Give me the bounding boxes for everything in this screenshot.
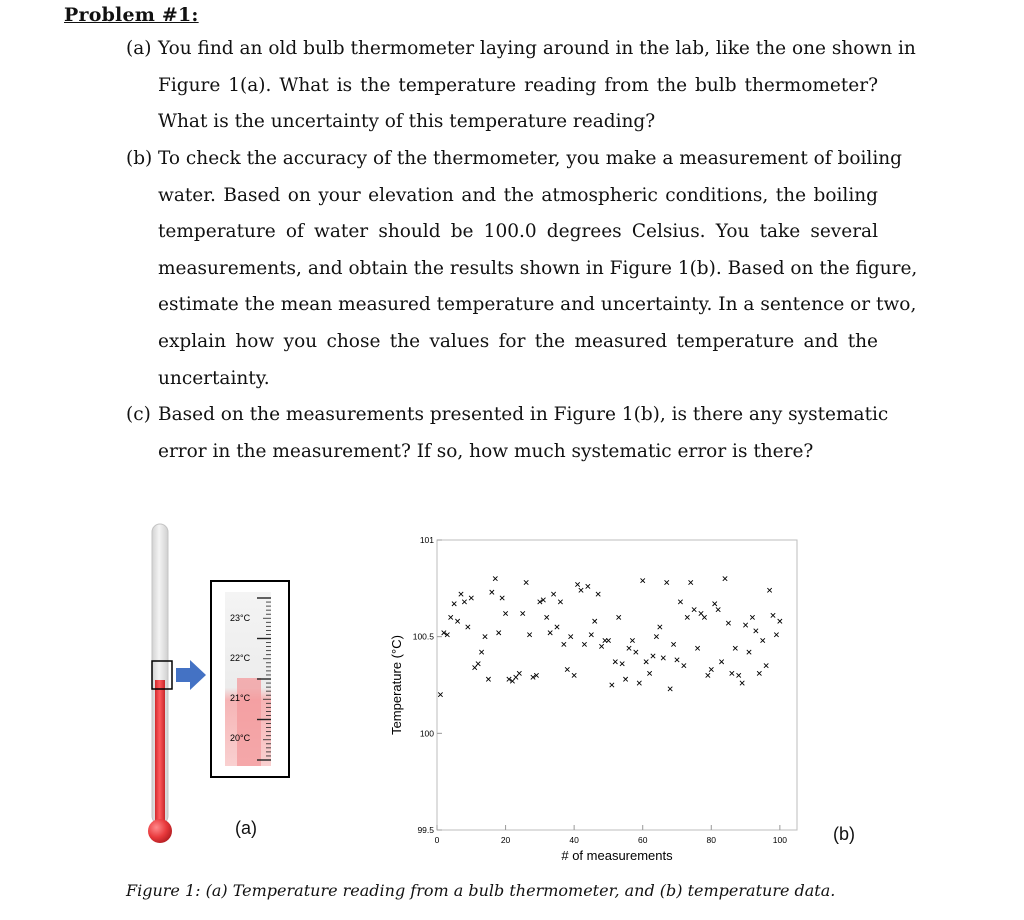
text-line: explain how you chose the values for the measured temperature and the <box>158 330 878 352</box>
data-point <box>747 650 751 654</box>
data-point <box>479 650 483 654</box>
data-point <box>689 580 693 584</box>
data-point <box>754 629 758 633</box>
data-point <box>555 625 559 629</box>
data-point <box>490 590 494 594</box>
temperature-scatter-chart <box>385 520 815 860</box>
data-point <box>771 613 775 617</box>
data-point <box>671 642 675 646</box>
data-point <box>692 607 696 611</box>
data-point <box>593 619 597 623</box>
scale-label-22: 22°C <box>230 653 251 663</box>
data-point <box>558 600 562 604</box>
zoom-liquid <box>237 678 261 766</box>
part-text <box>158 31 916 141</box>
text-line: temperature of water should be 100.0 degrees Celsius. You take several <box>158 221 878 243</box>
problem-title: Problem #1: <box>64 4 199 26</box>
thermometer-liquid <box>155 680 165 828</box>
data-point <box>586 584 590 588</box>
data-point <box>617 615 621 619</box>
data-point <box>579 588 583 592</box>
data-point <box>767 588 771 592</box>
data-point <box>476 662 480 666</box>
y-axis-label: Temperature (°C) <box>389 635 404 735</box>
data-point <box>486 677 490 681</box>
data-point <box>500 596 504 600</box>
data-point <box>620 662 624 666</box>
part-label: (c) <box>126 404 151 425</box>
data-point <box>743 623 747 627</box>
data-point <box>685 615 689 619</box>
data-point <box>740 681 744 685</box>
data-point <box>730 671 734 675</box>
data-point <box>658 625 662 629</box>
text-line: You find an old bulb thermometer laying around in the lab, like the one shown in <box>158 38 916 59</box>
y-tick-label: 101 <box>419 535 434 545</box>
data-point <box>582 642 586 646</box>
data-point <box>589 633 593 637</box>
data-point <box>695 646 699 650</box>
data-point <box>726 621 730 625</box>
data-point <box>764 663 768 667</box>
data-point <box>668 687 672 691</box>
data-point <box>459 592 463 596</box>
data-point <box>493 576 497 580</box>
x-tick-label: 100 <box>772 835 787 845</box>
data-point <box>551 592 555 596</box>
data-point <box>606 638 610 642</box>
x-tick-label: 60 <box>637 835 648 845</box>
data-point <box>647 671 651 675</box>
x-axis-label: # of measurements <box>561 848 673 860</box>
data-point <box>654 634 658 638</box>
data-point <box>665 580 669 584</box>
data-point <box>709 667 713 671</box>
data-point <box>545 615 549 619</box>
part-text <box>158 397 889 470</box>
data-point <box>548 631 552 635</box>
text-line: What is the uncertainty of this temperature reading? <box>158 111 656 133</box>
data-point <box>575 582 579 586</box>
part-label: (b) <box>126 148 153 169</box>
figure-1 <box>0 500 1024 920</box>
part-text <box>158 141 918 397</box>
y-tick-label: 99.5 <box>417 825 434 835</box>
data-point <box>466 625 470 629</box>
data-point <box>623 677 627 681</box>
data-point <box>713 602 717 606</box>
data-point <box>613 660 617 664</box>
x-tick-label: 0 <box>434 835 440 845</box>
data-point <box>637 681 641 685</box>
data-point <box>757 671 761 675</box>
data-point <box>706 673 710 677</box>
data-point <box>565 667 569 671</box>
data-point <box>682 663 686 667</box>
data-point <box>497 631 501 635</box>
data-point <box>774 633 778 637</box>
data-point <box>778 619 782 623</box>
data-point <box>610 683 614 687</box>
data-point <box>627 646 631 650</box>
data-point <box>596 592 600 596</box>
data-point <box>737 673 741 677</box>
data-point <box>661 656 665 660</box>
data-point <box>750 615 754 619</box>
data-point <box>517 671 521 675</box>
data-point <box>503 611 507 615</box>
data-point <box>572 673 576 677</box>
data-point <box>455 619 459 623</box>
data-point <box>562 642 566 646</box>
figure-label-b: (b) <box>833 824 855 844</box>
figure-label-a: (a) <box>235 818 257 838</box>
data-point <box>761 638 765 642</box>
data-point <box>716 607 720 611</box>
data-point <box>599 644 603 648</box>
data-point <box>675 658 679 662</box>
data-point <box>524 580 528 584</box>
y-tick-label: 100 <box>419 728 434 739</box>
data-point <box>634 650 638 654</box>
data-point <box>483 634 487 638</box>
data-point <box>452 602 456 606</box>
scale-label-23: 23°C <box>230 613 251 623</box>
data-point <box>733 646 737 650</box>
scale-label-21: 21°C <box>230 693 251 703</box>
data-point <box>678 600 682 604</box>
data-point <box>719 660 723 664</box>
text-line: Based on the measurements presented in Figure 1(b), is there any systematic <box>158 404 889 425</box>
scale-label-20: 20°C <box>230 733 251 743</box>
text-line: To check the accuracy of the thermometer, you make a measurement of boiling <box>158 148 903 169</box>
data-point <box>641 578 645 582</box>
y-tick-label: 100.5 <box>412 631 434 642</box>
x-tick-label: 80 <box>706 835 717 845</box>
plot-frame <box>437 540 797 830</box>
x-tick-label: 40 <box>569 835 579 845</box>
data-point <box>702 615 706 619</box>
part-label: (a) <box>126 38 152 59</box>
text-line: Figure 1(a). What is the temperature reading from the bulb thermometer? <box>158 74 878 96</box>
data-point <box>644 660 648 664</box>
thermometer-bulb <box>148 819 172 843</box>
data-point <box>723 576 727 580</box>
text-line: water. Based on your elevation and the atmospheric conditions, the boiling <box>158 184 878 206</box>
data-point <box>651 654 655 658</box>
data-point <box>462 600 466 604</box>
data-point <box>449 615 453 619</box>
figure-caption: Figure 1: (a) Temperature reading from a bulb thermometer, and (b) temperature data. <box>126 881 836 900</box>
text-line: measurements, and obtain the results shown in Figure 1(b). Based on the figure, <box>158 257 918 279</box>
data-point <box>521 611 525 615</box>
data-point <box>569 634 573 638</box>
x-tick-label: 20 <box>500 835 511 845</box>
text-line: uncertainty. <box>158 367 270 389</box>
text-line: error in the measurement? If so, how much systematic error is there? <box>158 440 814 462</box>
data-point <box>527 633 531 637</box>
text-line: estimate the mean measured temperature and uncertainty. In a sentence or two, <box>158 294 917 316</box>
data-point <box>469 596 473 600</box>
data-point <box>438 692 442 696</box>
data-point <box>630 638 634 642</box>
arrow-icon <box>176 660 206 690</box>
